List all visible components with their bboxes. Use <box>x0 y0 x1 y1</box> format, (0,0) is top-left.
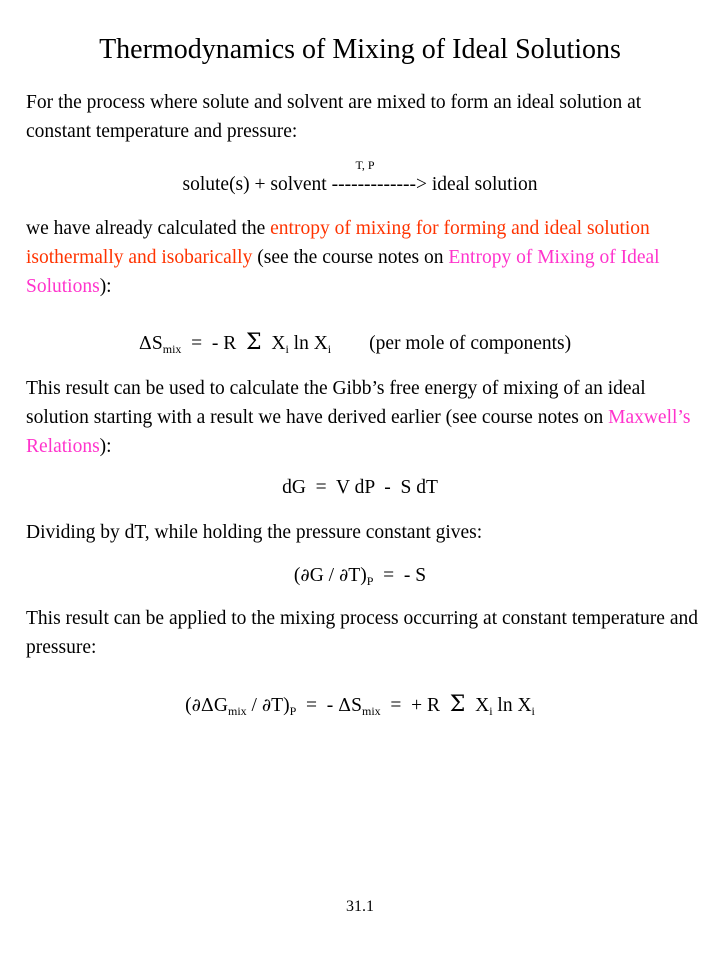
eq1-s: S <box>151 333 163 354</box>
entropy-paragraph-text: we have already calculated the <box>26 218 271 239</box>
partial-symbol: ∂ <box>300 565 310 586</box>
eq4-sub-mix-2: mix <box>361 704 381 718</box>
eq4-sub-mix: mix <box>228 704 247 718</box>
eq4-t: T) <box>271 695 290 716</box>
eq3-rest: = - S <box>373 565 427 586</box>
eq4-g: G <box>213 695 228 716</box>
delta-symbol-3: Δ <box>338 695 352 716</box>
reaction-equation: solute(s) + solvent -------------> ideal solution <box>182 174 538 195</box>
entropy-highlight: entropy of mixing for forming and ideal solution isothermally and isobarically <box>26 218 650 268</box>
intro-paragraph: For the process where solute and solvent are mixed to form an ideal solution at constant temperature and pressure: <box>26 92 642 142</box>
page-number: 31.1 <box>346 898 374 915</box>
dg-equation: dG = V dP - S dT <box>282 477 438 498</box>
eq4-sub-i: i <box>489 704 493 718</box>
gibbs-mixing-equation <box>0 692 720 717</box>
entropy-notes-link[interactable]: Entropy of Mixing of Ideal Solutions <box>26 247 660 297</box>
gibbs-paragraph-text: This result can be used to calculate the Gibb’s free energy of mixing of an ideal solution starting with a result we have derived earlier (see course notes on <box>26 378 646 428</box>
eq4-x: X <box>465 695 490 716</box>
maxwell-relations-link[interactable]: Maxwell’s Relations <box>26 407 691 457</box>
gibbs-paragraph <box>26 374 701 461</box>
eq3-sub-p: P <box>366 574 374 588</box>
mixing-process-paragraph: This result can be applied to the mixing process occurring at constant temperature and pressure: <box>26 608 698 658</box>
delta-symbol-2: Δ <box>200 695 214 716</box>
entropy-paragraph <box>26 214 701 301</box>
sigma-symbol-2: Σ <box>449 692 466 717</box>
eq1-sub-i: i <box>285 342 289 356</box>
eq3-open: ( <box>293 565 301 586</box>
eq1-ln: ln X <box>288 333 328 354</box>
gibbs-paragraph-end: ): <box>99 436 112 457</box>
dividing-paragraph: Dividing by dT, while holding the pressure constant gives: <box>26 522 483 543</box>
partial-symbol-4: ∂ <box>261 695 272 716</box>
eq1-sub-mix: mix <box>162 342 182 356</box>
eq1-x: X <box>261 333 286 354</box>
delta-symbol: Δ <box>138 333 152 354</box>
partial-g-equation <box>0 565 720 587</box>
entropy-of-mixing-equation <box>0 330 720 355</box>
entropy-paragraph-text-2: (see the course notes on <box>252 247 449 268</box>
eq4-s: S <box>351 695 362 716</box>
eq4-mid-2: = + R <box>380 695 450 716</box>
partial-symbol-2: ∂ <box>338 565 349 586</box>
reaction-condition: T, P <box>355 158 375 172</box>
eq1-mid: = - R <box>181 333 247 354</box>
eq4-sub-i-2: i <box>531 704 535 718</box>
eq3-t: T) <box>348 565 367 586</box>
eq4-open: ( <box>185 695 192 716</box>
eq4-mid: = - <box>296 695 339 716</box>
eq1-sub-i-2: i <box>327 342 332 356</box>
per-mole-note: (per mole of components) <box>369 333 572 354</box>
eq3-g: G / <box>309 565 339 586</box>
eq4-slash: / <box>246 695 262 716</box>
eq4-sub-p: P <box>289 704 297 718</box>
sigma-symbol: Σ <box>246 330 262 355</box>
page-title: Thermodynamics of Mixing of Ideal Solutions <box>99 34 621 65</box>
partial-symbol-3: ∂ <box>191 695 201 716</box>
entropy-paragraph-end: ): <box>99 276 112 297</box>
eq4-ln: ln X <box>492 695 532 716</box>
